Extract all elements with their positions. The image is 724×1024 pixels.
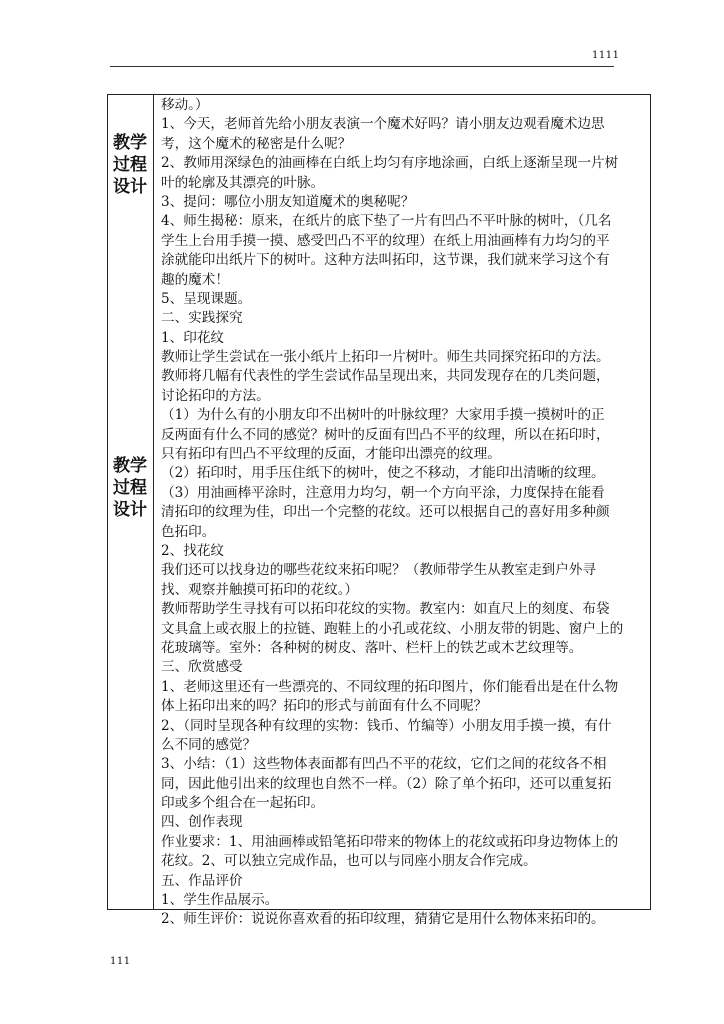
label-line: 教学	[113, 133, 147, 153]
text-line: 学生上台用手摸一摸、感受凹凸不平的纹理）在纸上用油画棒有力均匀的平	[161, 232, 610, 249]
header-page-number: 1111	[592, 50, 620, 61]
text-line: 体上拓印出来的吗？拓印的形式与前面有什么不同呢？	[161, 698, 488, 715]
text-line: 趣的魔术！	[161, 271, 229, 288]
text-line: 三、欣赏感受	[161, 659, 243, 676]
text-line: 1、学生作品展示。	[161, 892, 279, 909]
text-line: 花纹。2、可以独立完成作品，也可以与同座小朋友合作完成。	[161, 853, 537, 870]
label-line: 教学	[113, 456, 147, 476]
text-line: 同，因此他引出来的纹理也自然不一样。（2）除了单个拓印，还可以重复拓	[161, 775, 612, 792]
label-line: 设计	[113, 177, 147, 197]
text-line: （2）拓印时，用手压住纸下的树叶，使之不移动，才能印出清晰的纹理。	[161, 465, 605, 482]
text-line: 4、师生揭秘：原来，在纸片的底下垫了一片有凹凸不平叶脉的树叶，（几名	[161, 213, 612, 230]
text-line: 移动。）	[161, 97, 209, 113]
text-line: 作业要求：1、用油画棒或铅笔拓印带来的物体上的花纹或拓印身边物体上的	[161, 833, 619, 850]
text-line: 1、今天，老师首先给小朋友表演一个魔术好吗？请小朋友边观看魔术边思	[161, 116, 605, 133]
text-line: 四、创作表现	[161, 814, 243, 831]
text-line: 只有拓印有凹凸不平纹理的反面，才能印出漂亮的纹理。	[161, 446, 501, 463]
text-line: （3）用油画棒平涂时，注意用力均匀，朝一个方向平涂，力度保持在能看	[161, 484, 605, 501]
text-line: 色拓印。	[161, 523, 216, 540]
label-line: 过程	[113, 155, 147, 175]
text-line: 印或多个组合在一起拓印。	[161, 795, 325, 812]
text-line: 2、教师用深绿色的油画棒在白纸上均匀有序地涂画，白纸上逐渐呈现一片树	[161, 155, 619, 172]
lesson-table	[107, 94, 651, 928]
text-line: 教师将几幅有代表性的学生尝试作品呈现出来，共同发现存在的几类问题，	[161, 368, 610, 385]
text-line: 二、实践探究	[161, 310, 243, 327]
text-line: 花玻璃等。室外：各种树的树皮、落叶、栏杆上的铁艺或木艺纹理等。	[161, 639, 583, 656]
text-line: 3、提问：哪位小朋友知道魔术的奥秘呢？	[161, 193, 415, 210]
text-line: 清拓印的纹理为佳，印出一个完整的花纹。还可以根据自己的喜好用多种颜	[161, 504, 610, 521]
text-line: 讨论拓印的方法。	[161, 387, 270, 404]
content-cell	[154, 95, 652, 930]
text-line: 2、师生评价：说说你喜欢看的拓印纹理，猜猜它是用什么物体来拓印的。	[161, 911, 605, 928]
label-line: 设计	[113, 500, 147, 520]
text-line: 教师让学生尝试在一张小纸片上拓印一片树叶。师生共同探究拓印的方法。	[161, 349, 610, 366]
text-line: 5、呈现课题。	[161, 290, 252, 307]
text-line: 叶的轮廓及其漂亮的叶脉。	[161, 174, 325, 191]
text-line: （1）为什么有的小朋友印不出树叶的叶脉纹理？大家用手摸一摸树叶的正	[161, 407, 605, 424]
text-line: 2、（同时呈现各种有纹理的实物：钱币、竹编等）小朋友用手摸一摸，有什	[161, 717, 612, 734]
text-line: 2、找花纹	[161, 542, 225, 559]
header-rule	[110, 66, 614, 67]
label-line: 过程	[113, 478, 147, 498]
text-line: 反两面有什么不同的感觉？树叶的反面有凹凸不平的纹理，所以在拓印时，	[161, 426, 610, 443]
text-line: 么不同的感觉？	[161, 736, 257, 753]
text-line: 3、小结：（1）这些物体表面都有凹凸不平的花纹，它们之间的花纹各不相	[161, 756, 607, 773]
text-line: 1、印花纹	[161, 329, 225, 346]
text-line: 找、观察并触摸可拓印的花纹。）	[161, 581, 359, 598]
label-column	[108, 95, 154, 909]
text-line: 1、老师这里还有一些漂亮的、不同纹理的拓印图片，你们能看出是在什么物	[161, 678, 619, 695]
section-label-middle	[108, 455, 152, 521]
text-line: 五、作品评价	[161, 872, 243, 889]
section-label-top	[108, 132, 152, 198]
text-line: 考，这个魔术的秘密是什么呢？	[161, 135, 352, 152]
text-line: 我们还可以找身边的哪些花纹来拓印呢？（教师带学生从教室走到户外寻	[161, 562, 596, 579]
footer-page-number: 111	[110, 956, 131, 967]
text-line: 教师帮助学生寻找有可以拓印花纹的实物。教室内：如直尺上的刻度、布袋	[161, 601, 610, 618]
text-line: 文具盒上或衣服上的拉链、跑鞋上的小孔或花纹、小朋友带的钥匙、窗户上的	[161, 620, 624, 637]
text-line: 涂就能印出纸片下的树叶。这种方法叫拓印，这节课，我们就来学习这个有	[161, 252, 610, 269]
